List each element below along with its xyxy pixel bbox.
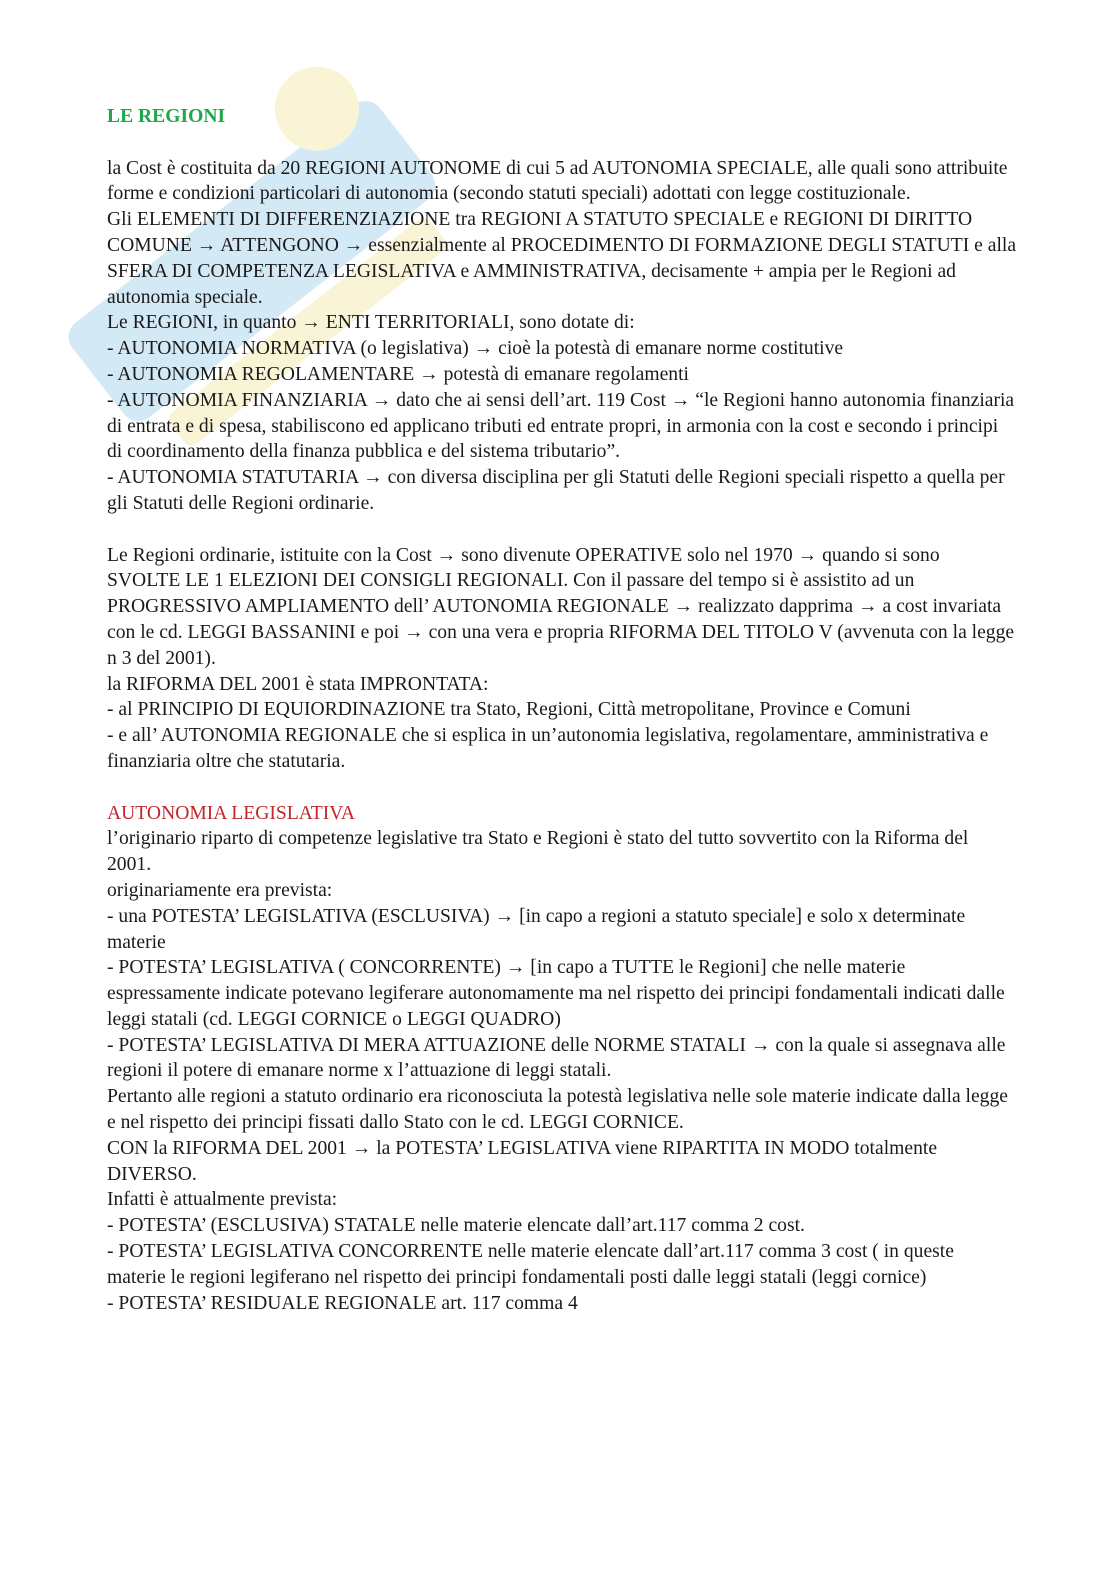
section-list-item: - POTESTA’ RESIDUALE REGIONALE art. 117 comma 4 [107, 1292, 578, 1314]
document-page [107, 104, 1017, 1316]
section-list-item: - una POTESTA’ LEGISLATIVA (ESCLUSIVA) → [in capo a regioni a statuto speciale] e solo x determinate materie [107, 905, 966, 953]
intro-list-item: - AUTONOMIA REGOLAMENTARE → potestà di emanare regolamenti [107, 363, 689, 385]
section-list-item: - POTESTA’ LEGISLATIVA ( CONCORRENTE) → [in capo a TUTTE le Regioni] che nelle materie espressamente indicate potevano legiferare autonomamente ma nel rispetto dei principi fondamentali indicati dalle leggi statali (cd. LEGGI CORNICE o LEGGI QUADRO) [107, 957, 1005, 1030]
section-paragraph: originariamente era prevista: [107, 879, 333, 901]
section-paragraph: l’originario riparto di competenze legislative tra Stato e Regioni è stato del tutto sovvertito con la Riforma del 2001. [107, 828, 969, 876]
intro-list-item: - AUTONOMIA FINANZIARIA → dato che ai sensi dell’art. 119 Cost → “le Regioni hanno autonomia finanziaria di entrata e di spesa, stabiliscono ed applicano tributi ed entrate propri, in armonia con la cost e secondo i principi di coordinamento della finanza pubblica e del sistema tributario”. [107, 389, 1015, 463]
intro-list-item: - AUTONOMIA NORMATIVA (o legislativa) → cioè la potestà di emanare norme costitutive [107, 338, 844, 360]
section-paragraph: CON la RIFORMA DEL 2001 → la POTESTA’ LEGISLATIVA viene RIPARTITA IN MODO totalmente DIVERSO. [107, 1137, 938, 1185]
section-paragraph: Infatti è attualmente prevista: [107, 1189, 338, 1211]
body-paragraph: Le Regioni ordinarie, istituite con la Cost → sono divenute OPERATIVE solo nel 1970 → quando si sono SVOLTE LE 1 ELEZIONI DEI CONSIGLI REGIONALI. Con il passare del tempo si è assistito ad un PROGRESSIVO AMPLIAMENTO dell’ AUTONOMIA REGIONALE → realizzato dapprima → a cost invariata con le cd. LEGGI BASSANINI e poi → con una vera e propria RIFORMA DEL TITOLO V (avvenuta con la legge n 3 del 2001). [107, 544, 1015, 669]
intro-paragraph: la Cost è costituita da 20 REGIONI AUTONOME di cui 5 ad AUTONOMIA SPECIALE, alle quali sono attribuite forme e condizioni particolari di autonomia (secondo statuti speciali) adottati con legge costituzionale. [107, 157, 1008, 205]
intro-list-item: - AUTONOMIA STATUTARIA → con diversa disciplina per gli Statuti delle Regioni speciali rispetto a quella per gli Statuti delle Regioni ordinarie. [107, 467, 1005, 514]
section-list-item: - POTESTA’ LEGISLATIVA CONCORRENTE nelle materie elencate dall’art.117 comma 3 cost ( in queste materie le regioni legiferano nel rispetto dei principi fondamentali posti dalle leggi statali (leggi cornice) [107, 1241, 954, 1288]
intro-paragraph: Gli ELEMENTI DI DIFFERENZIAZIONE tra REGIONI A STATUTO SPECIALE e REGIONI DI DIRITTO COMUNE → ATTENGONO → essenzialmente al PROCEDIMENTO DI FORMAZIONE DEGLI STATUTI e alla SFERA DI COMPETENZA LEGISLATIVA e AMMINISTRATIVA, decisamente + ampia per le Regioni ad autonomia speciale. [107, 209, 1017, 308]
section-list-item: - POTESTA’ LEGISLATIVA DI MERA ATTUAZIONE delle NORME STATALI → con la quale si assegnava alle regioni il potere di emanare norme x l’attuazione di leggi statali. [107, 1034, 1006, 1082]
section-paragraph: Pertanto alle regioni a statuto ordinario era riconosciuta la potestà legislativa nelle sole materie indicate dalla legge e nel rispetto dei principi fissati dallo Stato con le cd. LEGGI CORNICE. [107, 1086, 1008, 1134]
body-list-item: - al PRINCIPIO DI EQUIORDINAZIONE tra Stato, Regioni, Città metropolitane, Province e Comuni [107, 699, 911, 721]
intro-section [107, 156, 1017, 517]
regioni-ordinarie-section [107, 543, 1017, 775]
autonomia-legislativa-section [107, 801, 1017, 1317]
body-paragraph: la RIFORMA DEL 2001 è stata IMPRONTATA: [107, 673, 489, 695]
section-list-item: - POTESTA’ (ESCLUSIVA) STATALE nelle materie elencate dall’art.117 comma 2 cost. [107, 1215, 805, 1237]
paragraph-gap [107, 775, 1017, 801]
section-heading: AUTONOMIA LEGISLATIVA [107, 802, 356, 824]
body-list-item: - e all’ AUTONOMIA REGIONALE che si esplica in un’autonomia legislativa, regolamentare, amministrativa e finanziaria oltre che statutaria. [107, 725, 989, 772]
paragraph-gap [107, 517, 1017, 543]
document-title: LE REGIONI [107, 106, 226, 127]
intro-paragraph: Le REGIONI, in quanto → ENTI TERRITORIALI, sono dotate di: [107, 312, 635, 334]
